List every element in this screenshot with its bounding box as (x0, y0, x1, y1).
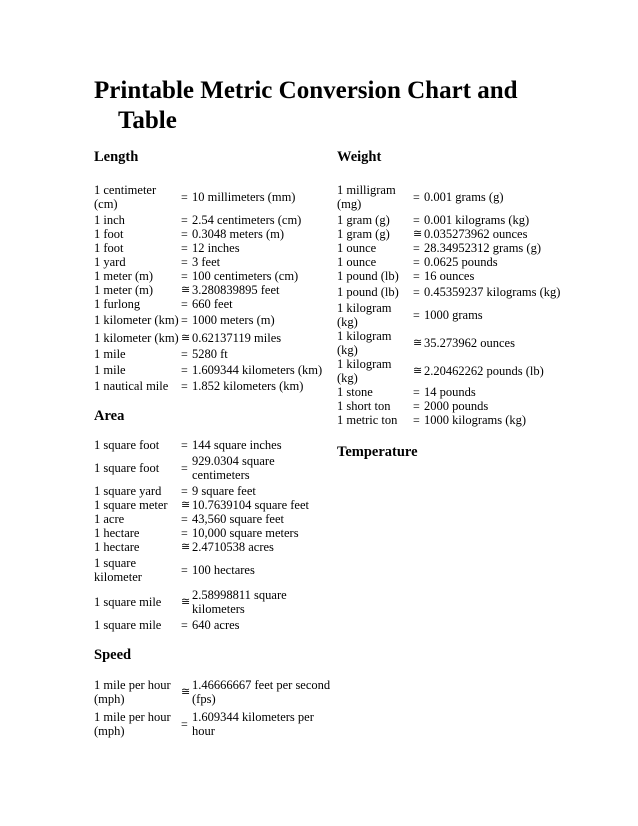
table-row (94, 452, 335, 484)
unit-cell: 1 pound (lb) (337, 285, 399, 299)
value-cell: 2.20462262 pounds (lb) (424, 364, 544, 378)
value-cell: 0.001 grams (g) (424, 190, 504, 204)
unit-cell: 1 yard (94, 255, 126, 269)
operator-cell: = (413, 385, 420, 399)
speed-table (94, 676, 335, 740)
operator-cell: = (413, 241, 420, 255)
value-cell: 10.7639104 square feet (192, 498, 309, 512)
unit-cell: 1 square mile (94, 618, 162, 632)
unit-cell: 1 kilogram (kg) (337, 357, 392, 385)
value-cell: 2.58998811 square kilometers (192, 588, 287, 616)
unit-cell: 1 square meter (94, 498, 168, 512)
unit-cell: 1 acre (94, 512, 125, 526)
unit-cell: 1 furlong (94, 297, 141, 311)
unit-cell: 1 kilogram (kg) (337, 301, 392, 329)
value-cell: 1.852 kilometers (km) (192, 379, 304, 393)
area-section (94, 407, 344, 632)
operator-cell: = (181, 379, 188, 393)
table-row (337, 255, 574, 269)
value-cell: 0.45359237 kilograms (kg) (424, 285, 561, 299)
operator-cell: = (181, 461, 188, 475)
value-cell: 2.54 centimeters (cm) (192, 213, 302, 227)
value-cell: 1.609344 kilometers (km) (192, 363, 323, 377)
operator-cell: ≅ (413, 228, 423, 240)
operator-cell: ≅ (181, 596, 191, 608)
value-cell: 1000 kilograms (kg) (424, 413, 527, 427)
unit-cell: 1 mile per hour (mph) (94, 710, 171, 738)
unit-cell: 1 ounce (337, 255, 377, 269)
value-cell: 0.0625 pounds (424, 255, 498, 269)
value-cell: 43,560 square feet (192, 512, 284, 526)
operator-cell: = (181, 213, 188, 227)
table-row (94, 379, 335, 393)
operator-cell: = (181, 484, 188, 498)
value-cell: 35.273962 ounces (424, 336, 515, 350)
table-row (337, 413, 574, 427)
operator-cell: = (181, 526, 188, 540)
value-cell: 100 hectares (192, 563, 255, 577)
value-cell: 2.4710538 acres (192, 540, 274, 554)
unit-cell: 1 mile per hour (mph) (94, 678, 171, 706)
operator-cell: = (413, 255, 420, 269)
operator-cell: = (181, 255, 188, 269)
right-column (337, 148, 597, 475)
operator-cell: = (181, 347, 188, 361)
table-row (94, 255, 335, 269)
table-row (337, 181, 574, 213)
unit-cell: 1 meter (m) (94, 269, 154, 283)
left-column (94, 148, 344, 754)
operator-cell: = (413, 399, 420, 413)
value-cell: 9 square feet (192, 484, 256, 498)
value-cell: 144 square inches (192, 438, 282, 452)
value-cell: 5280 ft (192, 347, 228, 361)
table-row (94, 269, 335, 283)
unit-cell: 1 short ton (337, 399, 391, 413)
weight-section (337, 148, 597, 427)
speed-section (94, 646, 344, 740)
speed-heading: Speed (94, 647, 132, 663)
table-row (94, 586, 335, 618)
table-row (337, 269, 574, 283)
table-row (337, 241, 574, 255)
temperature-heading: Temperature (337, 444, 418, 460)
table-row (337, 301, 574, 329)
value-cell: 10,000 square meters (192, 526, 299, 540)
operator-cell: ≅ (181, 284, 191, 296)
operator-cell: = (181, 227, 188, 241)
operator-cell: = (413, 269, 420, 283)
unit-cell: 1 kilogram (kg) (337, 329, 392, 357)
unit-cell: 1 gram (g) (337, 227, 390, 241)
operator-cell: = (181, 190, 188, 204)
unit-cell: 1 kilometer (km) (94, 331, 179, 345)
value-cell: 0.3048 meters (m) (192, 227, 284, 241)
table-row (94, 498, 335, 512)
table-row (94, 708, 335, 740)
unit-cell: 1 kilometer (km) (94, 313, 179, 327)
table-row (94, 311, 335, 329)
unit-cell: 1 square foot (94, 438, 160, 452)
value-cell: 10 millimeters (mm) (192, 190, 296, 204)
unit-cell: 1 square kilometer (94, 556, 142, 584)
table-row (94, 297, 335, 311)
operator-cell: ≅ (413, 365, 423, 377)
length-heading: Length (94, 149, 139, 165)
table-row (94, 554, 335, 586)
table-row (337, 399, 574, 413)
table-row (94, 512, 335, 526)
table-row (94, 213, 335, 227)
value-cell: 0.62137119 miles (192, 331, 282, 345)
title-line-2: Table (118, 107, 177, 134)
table-row (94, 526, 335, 540)
unit-cell: 1 milligram (mg) (337, 183, 396, 211)
operator-cell: ≅ (181, 332, 191, 344)
table-row (94, 329, 335, 347)
table-row (94, 676, 335, 708)
table-row (94, 438, 335, 452)
value-cell: 1.609344 kilometers per hour (192, 710, 314, 738)
value-cell: 660 feet (192, 297, 233, 311)
area-heading: Area (94, 408, 125, 424)
value-cell: 2000 pounds (424, 399, 489, 413)
unit-cell: 1 pound (lb) (337, 269, 399, 283)
unit-cell: 1 hectare (94, 540, 140, 554)
operator-cell: = (413, 413, 420, 427)
unit-cell: 1 mile (94, 347, 126, 361)
value-cell: 929.0304 square centimeters (192, 454, 275, 482)
value-cell: 1000 grams (424, 308, 483, 322)
table-row (337, 227, 574, 241)
operator-cell: = (181, 512, 188, 526)
table-row (337, 329, 574, 357)
operator-cell: ≅ (181, 541, 191, 553)
unit-cell: 1 metric ton (337, 413, 398, 427)
unit-cell: 1 foot (94, 241, 124, 255)
unit-cell: 1 stone (337, 385, 373, 399)
length-table (94, 181, 335, 393)
operator-cell: = (181, 297, 188, 311)
unit-cell: 1 square foot (94, 461, 160, 475)
table-row (337, 283, 574, 301)
table-row (94, 181, 335, 213)
area-table (94, 438, 335, 632)
operator-cell: = (413, 190, 420, 204)
value-cell: 0.035273962 ounces (424, 227, 528, 241)
value-cell: 1000 meters (m) (192, 313, 275, 327)
value-cell: 12 inches (192, 241, 240, 255)
value-cell: 28.34952312 grams (g) (424, 241, 541, 255)
operator-cell: = (413, 308, 420, 322)
temperature-section (337, 443, 597, 461)
value-cell: 0.001 kilograms (kg) (424, 213, 530, 227)
table-row (94, 227, 335, 241)
title-line-1: Printable Metric Conversion Chart and (94, 77, 518, 104)
operator-cell: = (413, 213, 420, 227)
unit-cell: 1 nautical mile (94, 379, 169, 393)
unit-cell: 1 foot (94, 227, 124, 241)
value-cell: 16 ounces (424, 269, 475, 283)
length-section (94, 148, 344, 393)
value-cell: 3.280839895 feet (192, 283, 280, 297)
value-cell: 1.46666667 feet per second (fps) (192, 678, 331, 706)
unit-cell: 1 inch (94, 213, 125, 227)
unit-cell: 1 meter (m) (94, 283, 154, 297)
operator-cell: = (181, 563, 188, 577)
value-cell: 640 acres (192, 618, 240, 632)
unit-cell: 1 square yard (94, 484, 162, 498)
table-row (94, 361, 335, 379)
value-cell: 3 feet (192, 255, 221, 269)
table-row (94, 241, 335, 255)
operator-cell: = (181, 241, 188, 255)
unit-cell: 1 gram (g) (337, 213, 390, 227)
unit-cell: 1 ounce (337, 241, 377, 255)
value-cell: 14 pounds (424, 385, 476, 399)
unit-cell: 1 hectare (94, 526, 140, 540)
table-row (94, 347, 335, 361)
table-row (94, 618, 335, 632)
operator-cell: = (181, 363, 188, 377)
operator-cell: = (181, 313, 188, 327)
table-row (94, 540, 335, 554)
operator-cell: = (181, 717, 188, 731)
page-title (94, 76, 534, 136)
unit-cell: 1 square mile (94, 595, 162, 609)
operator-cell: ≅ (413, 337, 423, 349)
table-row (337, 213, 574, 227)
value-cell: 100 centimeters (cm) (192, 269, 299, 283)
table-row (337, 357, 574, 385)
operator-cell: = (181, 438, 188, 452)
table-row (94, 283, 335, 297)
weight-table (337, 181, 574, 427)
operator-cell: ≅ (181, 499, 191, 511)
operator-cell: ≅ (181, 686, 191, 698)
unit-cell: 1 centimeter (cm) (94, 183, 157, 211)
weight-heading: Weight (337, 149, 382, 165)
operator-cell: = (181, 269, 188, 283)
unit-cell: 1 mile (94, 363, 126, 377)
table-row (94, 484, 335, 498)
operator-cell: = (413, 285, 420, 299)
operator-cell: = (181, 618, 188, 632)
table-row (337, 385, 574, 399)
